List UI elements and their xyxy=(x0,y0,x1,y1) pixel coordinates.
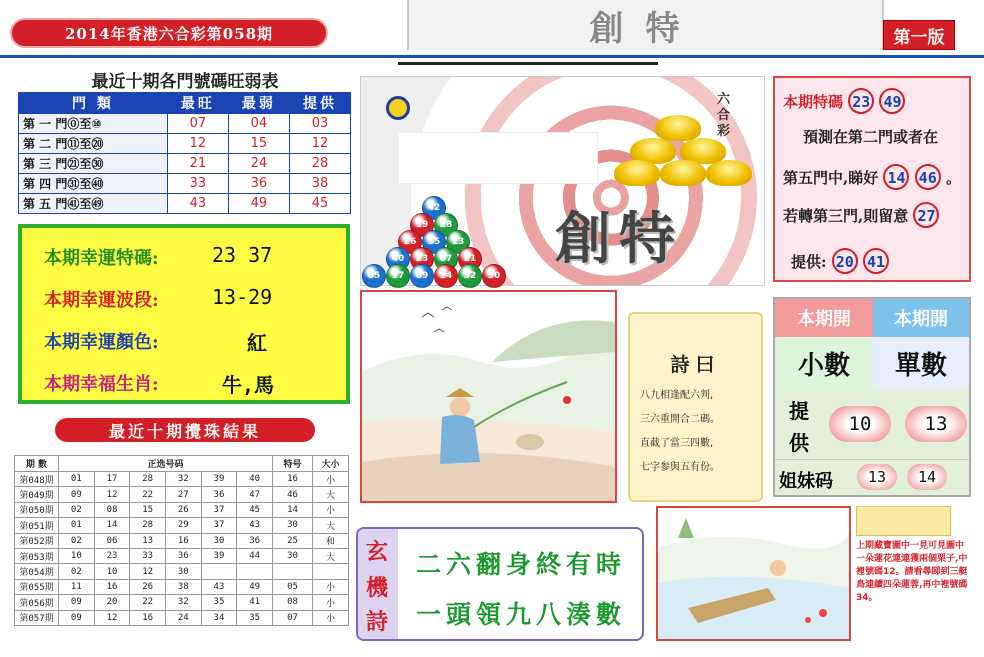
lottery-ball-icon: 09 xyxy=(410,264,434,288)
size-cell: 小 xyxy=(313,579,349,594)
number-cell: 39 xyxy=(201,472,237,487)
number-cell: 35 xyxy=(237,610,273,625)
special-cell: 14 xyxy=(273,502,313,517)
cell: 49 xyxy=(228,194,289,214)
open-header: 本期開 xyxy=(873,299,969,337)
mystery-side-char: 玄 xyxy=(366,540,389,565)
cell: 36 xyxy=(228,174,289,194)
lottery-ball-icon: 19 xyxy=(410,213,434,237)
sister-number: 14 xyxy=(907,464,947,490)
open-header: 本期開 xyxy=(775,299,873,337)
corner-char: 六 xyxy=(717,92,731,107)
lottery-ball-icon: 21 xyxy=(458,247,482,271)
row-label: 第 一 門⓪至⑩ xyxy=(19,114,168,134)
table-row xyxy=(15,518,349,533)
cell: 12 xyxy=(167,134,228,154)
poem-line: 七字参與五有份。 xyxy=(640,462,720,473)
supply-number: 10 xyxy=(829,406,891,442)
special-cell: 46 xyxy=(273,487,313,502)
number-cell: 09 xyxy=(59,595,95,610)
number-cell: 09 xyxy=(59,487,95,502)
number-cell: 28 xyxy=(130,472,166,487)
number-cell: 22 xyxy=(130,595,166,610)
cell: 28 xyxy=(289,154,350,174)
sister-code-row xyxy=(775,459,969,495)
poem-line: 直截了當三四數, xyxy=(640,438,714,449)
special-cell: 08 xyxy=(273,595,313,610)
results-table xyxy=(14,455,349,626)
number-cell: 12 xyxy=(130,564,166,579)
lucky-box xyxy=(18,224,350,404)
period-cell: 第053期 xyxy=(15,548,59,563)
table-row xyxy=(15,579,349,594)
lottery-ball-icon: 05 xyxy=(362,264,386,288)
prediction-number: 49 xyxy=(879,88,905,114)
open-result-box xyxy=(773,297,971,497)
number-cell: 32 xyxy=(165,595,201,610)
number-cell: 41 xyxy=(237,595,273,610)
open-value: 單數 xyxy=(873,337,969,389)
table-row xyxy=(15,595,349,610)
number-cell: 35 xyxy=(201,595,237,610)
lucky-label: 本期幸運特碼: xyxy=(44,248,159,269)
table-row xyxy=(15,548,349,563)
prediction-line xyxy=(783,202,939,228)
hint-thumbnail xyxy=(856,506,951,536)
corner-char: 彩 xyxy=(717,124,731,139)
mystery-poem-box xyxy=(356,527,644,641)
period-cell: 第056期 xyxy=(15,595,59,610)
number-cell: 02 xyxy=(59,564,95,579)
period-cell: 第051期 xyxy=(15,518,59,533)
number-cell: 32 xyxy=(165,472,201,487)
lucky-value: 23 37 xyxy=(212,243,273,267)
number-cell: 26 xyxy=(165,502,201,517)
prediction-text: 預測在第二門或者在 xyxy=(803,128,939,146)
lucky-label: 本期幸運顏色: xyxy=(44,332,159,353)
number-cell: 01 xyxy=(59,518,95,533)
cell: 33 xyxy=(167,174,228,194)
lottery-ball-icon: 17 xyxy=(386,264,410,288)
number-cell: 47 xyxy=(237,487,273,502)
prediction-line xyxy=(783,88,905,114)
table-row xyxy=(15,472,349,487)
number-cell: 37 xyxy=(201,518,237,533)
number-cell: 36 xyxy=(201,487,237,502)
size-cell: 和 xyxy=(313,533,349,548)
prediction-line xyxy=(791,248,889,274)
lottery-ball-icon: 23 xyxy=(410,247,434,271)
number-cell: 34 xyxy=(201,610,237,625)
number-cell: 40 xyxy=(237,472,273,487)
table-row xyxy=(15,533,349,548)
number-cell: 30 xyxy=(165,564,201,579)
header-divider xyxy=(0,55,984,58)
number-cell: 37 xyxy=(201,502,237,517)
number-cell: 45 xyxy=(237,502,273,517)
special-cell xyxy=(273,564,313,579)
row-label: 第 二 門⑪至⑳ xyxy=(19,134,168,154)
number-cell: 36 xyxy=(237,533,273,548)
table-header-row xyxy=(19,93,351,114)
special-cell: 07 xyxy=(273,610,313,625)
period-cell: 第054期 xyxy=(15,564,59,579)
period-cell: 第049期 xyxy=(15,487,59,502)
column-header: 最旺 xyxy=(167,93,228,114)
lucky-label: 本期幸福生肖: xyxy=(44,374,159,395)
mystery-line: 二六翻身終有時 xyxy=(416,550,627,579)
row-label: 第 五 門㊶至㊾ xyxy=(19,194,168,214)
cell: 45 xyxy=(289,194,350,214)
column-header: 門 類 xyxy=(19,93,168,114)
number-cell: 10 xyxy=(59,548,95,563)
column-header: 最弱 xyxy=(228,93,289,114)
lucky-value: 牛,馬 xyxy=(222,373,275,397)
poster-blank-panel xyxy=(398,132,598,184)
number-cell: 08 xyxy=(94,502,130,517)
number-cell: 26 xyxy=(130,579,166,594)
number-cell: 14 xyxy=(94,518,130,533)
number-cell: 43 xyxy=(237,518,273,533)
number-cell: 09 xyxy=(59,610,95,625)
cell: 07 xyxy=(167,114,228,134)
lottery-ball-icon: 32 xyxy=(458,264,482,288)
river-illustration xyxy=(658,508,849,639)
table-row xyxy=(19,194,351,214)
prediction-text: 本期特碼 xyxy=(783,93,844,111)
special-cell: 25 xyxy=(273,533,313,548)
size-cell: 小 xyxy=(313,595,349,610)
number-cell: 23 xyxy=(94,548,130,563)
size-cell xyxy=(313,564,349,579)
lottery-ball-icon: 28 xyxy=(434,213,458,237)
scribble-mark xyxy=(398,62,658,65)
table-row xyxy=(19,134,351,154)
lucky-label: 本期幸運波段: xyxy=(44,290,159,311)
prediction-text: 。 xyxy=(945,169,961,187)
cell: 24 xyxy=(228,154,289,174)
mystery-side-panel xyxy=(358,529,398,639)
special-cell: 05 xyxy=(273,579,313,594)
number-cell: 43 xyxy=(201,579,237,594)
gold-ingot-icon xyxy=(660,160,706,186)
results-title: 最近十期攪珠結果 xyxy=(55,418,315,442)
cell: 15 xyxy=(228,134,289,154)
sister-label: 姐妹码 xyxy=(779,471,833,492)
lottery-ball-icon: 40 xyxy=(386,247,410,271)
size-cell: 小 xyxy=(313,610,349,625)
number-cell: 38 xyxy=(165,579,201,594)
poster-corner-text xyxy=(717,92,730,140)
number-cell xyxy=(237,564,273,579)
prediction-text: 若轉第三門,則留意 xyxy=(783,207,909,225)
column-header: 特号 xyxy=(273,456,313,472)
table-row xyxy=(15,487,349,502)
column-header: 期 數 xyxy=(15,456,59,472)
period-cell: 第052期 xyxy=(15,533,59,548)
poem-line: 八九相逢配六判, xyxy=(640,390,714,401)
size-cell: 大 xyxy=(313,518,349,533)
table-row xyxy=(19,114,351,134)
lottery-ball-icon: 35 xyxy=(422,230,446,254)
results-body xyxy=(15,472,349,626)
period-cell: 第048期 xyxy=(15,472,59,487)
supply-number: 13 xyxy=(905,406,967,442)
cell: 43 xyxy=(167,194,228,214)
lottery-ball-icon: 26 xyxy=(398,230,422,254)
table-row xyxy=(15,610,349,625)
sister-number: 13 xyxy=(857,464,897,490)
edition-badge: 第一版 xyxy=(883,20,955,50)
number-cell: 16 xyxy=(130,610,166,625)
cell: 12 xyxy=(289,134,350,154)
hint-text: 上期藏寶圖中一見可見圖中一朵蓮花連連獲兩個栗子,中裡號碼12。請看尋睇到三艇鳥連續四朵蓮蓉,再中裡號碼34。 xyxy=(856,541,968,603)
treasure-map-illustration xyxy=(656,506,851,641)
number-cell: 10 xyxy=(94,564,130,579)
number-cell: 33 xyxy=(130,548,166,563)
table-row xyxy=(15,502,349,517)
number-cell: 12 xyxy=(94,610,130,625)
gold-ingot-icon xyxy=(706,160,752,186)
mystery-side-char: 詩 xyxy=(366,610,389,635)
column-header: 提供 xyxy=(289,93,350,114)
mystery-side-char: 機 xyxy=(366,576,389,601)
prediction-text: 提供: xyxy=(791,253,827,271)
lottery-ball-icon: 14 xyxy=(434,264,458,288)
prediction-number: 46 xyxy=(915,164,941,190)
number-cell: 36 xyxy=(165,548,201,563)
period-cell: 第050期 xyxy=(15,502,59,517)
number-cell: 39 xyxy=(201,548,237,563)
number-cell: 49 xyxy=(237,579,273,594)
number-cell: 28 xyxy=(130,518,166,533)
prediction-text: 第五門中,睇好 xyxy=(783,169,879,187)
number-cell: 17 xyxy=(94,472,130,487)
mystery-line: 一頭領九八湊數 xyxy=(416,600,627,629)
corner-char: 合 xyxy=(717,108,731,123)
column-header: 大小 xyxy=(313,456,349,472)
lottery-logo-icon xyxy=(386,96,410,120)
lottery-ball-icon: 42 xyxy=(422,196,446,220)
gold-ingot-icon xyxy=(614,160,660,186)
cell: 03 xyxy=(289,114,350,134)
lottery-ball-icon: 30 xyxy=(482,264,506,288)
prediction-box xyxy=(773,76,971,282)
special-cell: 16 xyxy=(273,472,313,487)
open-value: 小數 xyxy=(775,337,873,389)
cell: 21 xyxy=(167,154,228,174)
fisherman-illustration xyxy=(360,290,617,503)
table-header-row xyxy=(15,456,349,472)
lottery-ball-icon: 07 xyxy=(434,247,458,271)
banner xyxy=(407,0,884,50)
size-cell: 大 xyxy=(313,487,349,502)
prediction-number: 20 xyxy=(832,248,858,274)
period-cell: 第057期 xyxy=(15,610,59,625)
gold-ingot-icon xyxy=(655,115,701,141)
door-stats-title: 最近十期各門號碼旺弱表 xyxy=(91,72,279,92)
door-stats-table xyxy=(18,92,351,214)
cell: 04 xyxy=(228,114,289,134)
poster-title: 創特 xyxy=(555,206,683,272)
number-cell: 29 xyxy=(165,518,201,533)
number-cell: 24 xyxy=(165,610,201,625)
number-cell: 30 xyxy=(201,533,237,548)
number-cell: 02 xyxy=(59,502,95,517)
prediction-number: 41 xyxy=(863,248,889,274)
poem-scroll xyxy=(628,312,763,502)
number-cell xyxy=(201,564,237,579)
hint-note xyxy=(856,506,972,641)
column-header: 正选号码 xyxy=(59,456,273,472)
prediction-number: 23 xyxy=(848,88,874,114)
number-cell: 16 xyxy=(165,533,201,548)
number-cell: 22 xyxy=(130,487,166,502)
number-cell: 13 xyxy=(130,533,166,548)
supply-label: 提 xyxy=(789,399,809,423)
issue-title-pill: 2014年香港六合彩第058期 xyxy=(10,18,328,48)
cell: 38 xyxy=(289,174,350,194)
number-cell: 27 xyxy=(165,487,201,502)
period-cell: 第055期 xyxy=(15,579,59,594)
lottery-ball-icon: 13 xyxy=(446,230,470,254)
number-cell: 11 xyxy=(59,579,95,594)
lucky-value: 13-29 xyxy=(212,285,273,309)
size-cell: 小 xyxy=(313,502,349,517)
number-cell: 02 xyxy=(59,533,95,548)
number-cell: 16 xyxy=(94,579,130,594)
special-cell: 30 xyxy=(273,548,313,563)
row-label: 第 四 門㉛至㊵ xyxy=(19,174,168,194)
table-row xyxy=(19,174,351,194)
supply-label: 供 xyxy=(789,431,809,455)
prediction-number: 14 xyxy=(883,164,909,190)
special-cell: 30 xyxy=(273,518,313,533)
number-cell: 15 xyxy=(130,502,166,517)
size-cell: 大 xyxy=(313,548,349,563)
table-row xyxy=(19,154,351,174)
number-cell: 01 xyxy=(59,472,95,487)
supply-row xyxy=(775,389,969,459)
banner-title: 創特 xyxy=(589,8,702,49)
prediction-line xyxy=(783,164,961,190)
number-cell: 20 xyxy=(94,595,130,610)
poem-title: 詩曰 xyxy=(670,354,721,376)
prediction-number: 27 xyxy=(913,202,939,228)
size-cell: 小 xyxy=(313,472,349,487)
number-cell: 06 xyxy=(94,533,130,548)
row-label: 第 三 門㉑至㉚ xyxy=(19,154,168,174)
lucky-value: 紅 xyxy=(247,331,267,355)
poem-line: 三六重開合二碼。 xyxy=(640,414,720,425)
table-row xyxy=(15,564,349,579)
number-cell: 12 xyxy=(94,487,130,502)
number-cell: 44 xyxy=(237,548,273,563)
landscape-illustration xyxy=(362,292,615,501)
